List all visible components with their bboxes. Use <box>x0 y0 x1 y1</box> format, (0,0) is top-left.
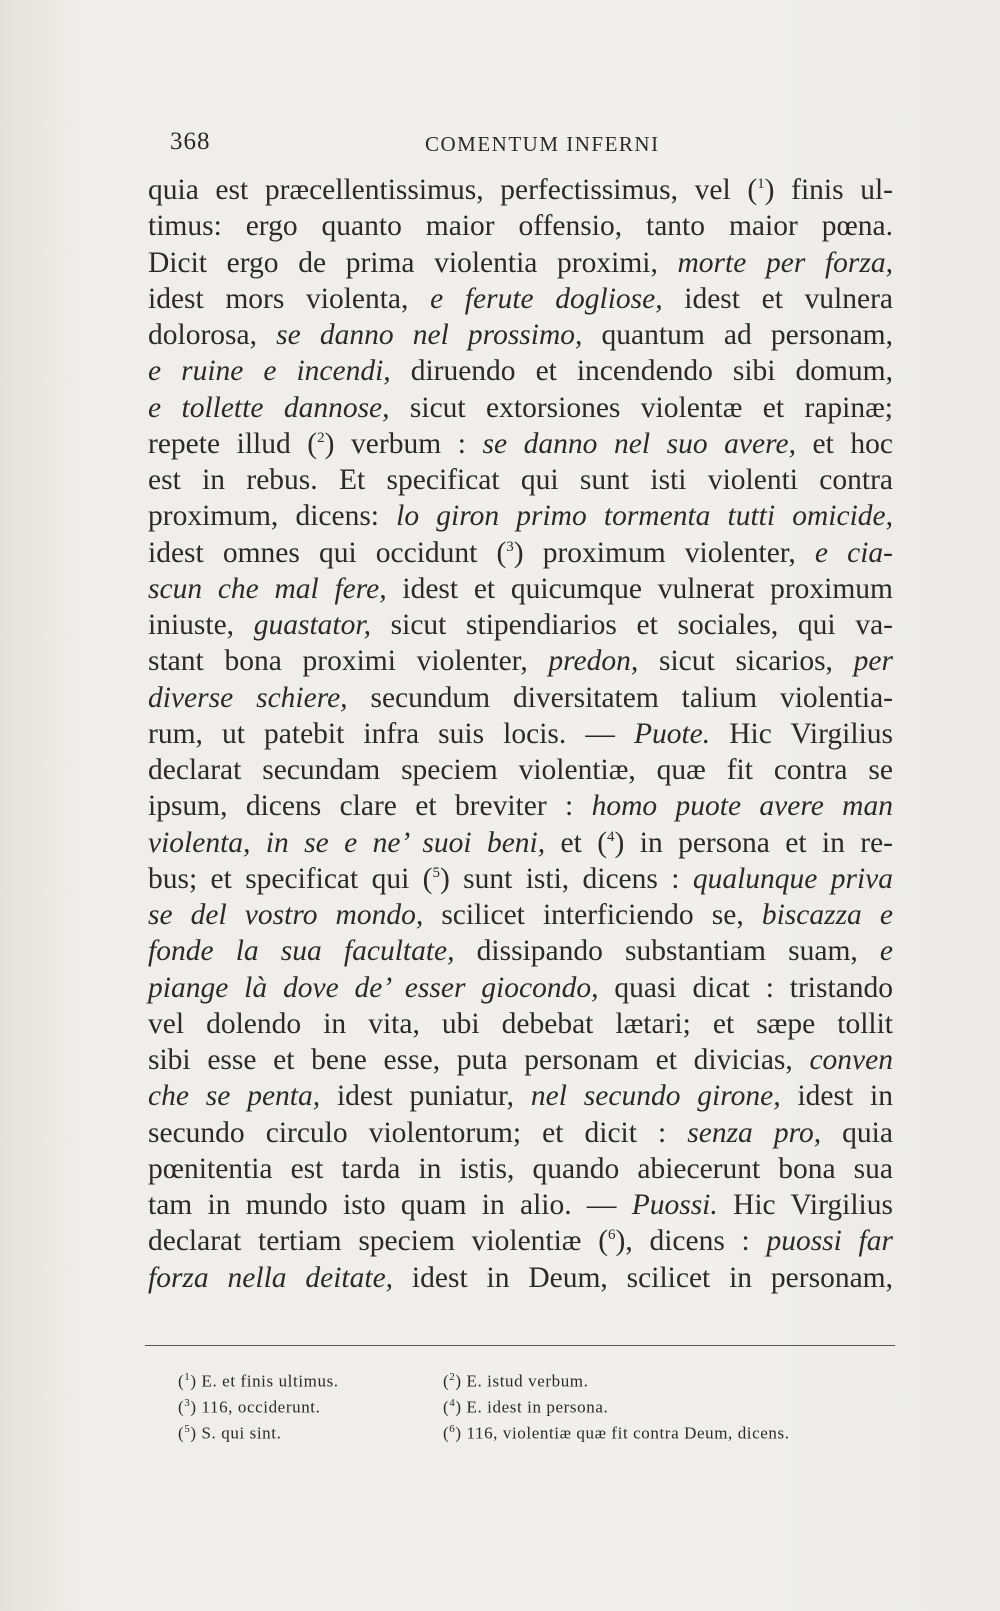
text-segment: diruendo et incendendo sibi domum, <box>390 355 893 388</box>
footnotes <box>178 1364 898 1444</box>
text-segment: dolorosa, <box>148 319 277 351</box>
text-line <box>148 752 893 788</box>
text-segment: et ( <box>545 826 608 859</box>
footnote-text: E. idest in persona. <box>466 1397 609 1417</box>
running-head: COMENTUM INFERNI <box>425 132 660 156</box>
text-line <box>148 825 893 861</box>
footnote: ($^4$) E. idest in persona. <box>443 1397 609 1417</box>
text-segment: sicut extorsiones violentæ et rapinæ; <box>389 391 893 424</box>
text-segment: repete illud ( <box>148 427 318 460</box>
text-segment: tam in mundo isto quam in alio. — <box>148 1189 632 1221</box>
text-line <box>148 1187 893 1223</box>
footnote-text: 116, violentiæ quæ fit contra Deum, dicens. <box>466 1423 790 1443</box>
italic-quotation: qualunque priva <box>692 862 893 895</box>
footnote-mark: 5 <box>184 1423 191 1435</box>
text-segment: secundo circulo violentorum; et dicit : <box>148 1116 688 1149</box>
footnote-text: S. qui sint. <box>201 1423 282 1443</box>
footnote-reference: 6 <box>608 1227 616 1244</box>
text-line <box>148 535 893 571</box>
footnote-text: 116, occiderunt. <box>201 1397 321 1417</box>
italic-quotation: e <box>879 935 894 968</box>
text-line <box>148 426 893 462</box>
text-segment: ) finis ul- <box>764 174 893 206</box>
italic-quotation: e ferute dogliose, <box>430 282 663 315</box>
text-line <box>148 643 893 679</box>
italic-quotation: fonde la sua facultate, <box>148 935 455 968</box>
text-segment: ) proximum violenter, <box>513 536 815 569</box>
italic-quotation: senza pro, <box>687 1116 822 1149</box>
text-line <box>148 1115 893 1151</box>
footnote-reference: 2 <box>317 429 325 446</box>
italic-quotation: puossi far <box>766 1225 893 1258</box>
text-segment: idest et vulnera <box>662 282 894 315</box>
text-segment: quia est præcellentissimus, perfectissimus, vel ( <box>148 174 758 206</box>
footnote-text: E. istud verbum. <box>466 1371 589 1391</box>
text-segment: dissipando substantiam suam, <box>454 935 880 968</box>
text-line <box>148 970 893 1006</box>
italic-quotation: morte per forza, <box>677 246 893 279</box>
text-line <box>148 281 893 317</box>
body-text <box>148 172 893 1296</box>
footnote-mark: 1 <box>184 1371 191 1383</box>
page-header <box>170 128 890 164</box>
text-line <box>148 607 893 643</box>
footnote-reference: 5 <box>432 864 440 881</box>
footnote-mark: 3 <box>184 1397 191 1409</box>
footnote-reference: 3 <box>506 538 514 555</box>
text-line <box>148 716 893 752</box>
text-segment: sicut stipendiarios et sociales, qui va- <box>370 609 893 641</box>
text-segment: bus; et specificat qui ( <box>148 862 433 895</box>
text-segment: rum, ut patebit infra suis locis. — <box>148 717 634 750</box>
text-line <box>148 498 893 534</box>
text-segment: quantum ad personam, <box>582 319 893 351</box>
footnote-rule <box>145 1345 895 1346</box>
text-segment: scilicet interficiendo se, <box>423 899 762 931</box>
text-segment: pœnitentia est tarda in istis, quando abiecerunt bona sua <box>148 1152 893 1185</box>
footnote: ($^1$) E. et finis ultimus. <box>178 1371 339 1391</box>
text-segment: declarat tertiam speciem violentiæ ( <box>148 1225 609 1258</box>
text-segment: sicut sicarios, <box>638 645 854 678</box>
italic-quotation: per <box>853 645 893 678</box>
text-segment: ipsum, dicens clare et breviter : <box>148 790 592 823</box>
text-line <box>148 172 893 208</box>
text-line <box>148 1078 893 1114</box>
text-line <box>148 353 893 389</box>
text-line <box>148 208 893 244</box>
text-segment: et hoc <box>795 427 893 460</box>
italic-quotation: violenta, in se e ne’ suoi beni, <box>148 826 546 859</box>
text-segment: idest puniatur, <box>320 1080 531 1113</box>
text-segment: idest et quicumque vulnerat proximum <box>386 572 894 605</box>
text-segment: est in rebus. Et specificat qui sunt isti violenti contra <box>148 464 893 496</box>
text-segment: ) sunt isti, dicens : <box>439 862 693 895</box>
text-segment: idest mors violenta, <box>148 282 431 315</box>
text-segment: quia <box>821 1116 893 1149</box>
italic-quotation: se danno nel suo avere, <box>482 427 796 460</box>
italic-quotation: nel secundo girone, <box>530 1080 781 1113</box>
footnote: ($^6$) 116, violentiæ quæ fit contra Deum, dicens. <box>443 1423 790 1443</box>
footnote: ($^2$) E. istud verbum. <box>443 1371 589 1391</box>
text-segment: declarat secundam speciem violentiæ, quæ fit contra se <box>148 754 893 786</box>
text-line <box>148 861 893 897</box>
text-segment: vel dolendo in vita, ubi debebat lætari; et sæpe tollit <box>148 1007 893 1040</box>
footnote-text: E. et finis ultimus. <box>201 1371 339 1391</box>
text-segment: idest in <box>780 1080 893 1113</box>
footnote-mark: 6 <box>449 1423 456 1435</box>
italic-quotation: forza nella deitate, <box>148 1261 394 1294</box>
text-line <box>148 788 893 824</box>
footnote: ($^5$) S. qui sint. <box>178 1423 282 1443</box>
italic-quotation: biscazza e <box>761 899 893 931</box>
text-segment: Dicit ergo de prima violentia proximi, <box>148 246 678 279</box>
text-line <box>148 1042 893 1078</box>
italic-quotation: e ruine e incendi, <box>148 355 391 388</box>
text-line <box>148 680 893 716</box>
text-line <box>148 462 893 498</box>
text-segment: idest omnes qui occidunt ( <box>148 536 507 569</box>
text-line <box>148 933 893 969</box>
text-segment: Hic Virgilius <box>710 717 893 750</box>
text-line <box>148 1260 893 1296</box>
italic-quotation: lo giron primo tormenta tutti omicide, <box>396 500 893 533</box>
text-segment: sibi esse et bene esse, puta personam et divicias, <box>148 1044 810 1076</box>
text-segment: ), dicens : <box>615 1225 767 1258</box>
italic-quotation: diverse schiere, <box>148 681 348 714</box>
text-segment: proximum, dicens: <box>148 500 397 533</box>
italic-quotation: che se penta, <box>148 1080 321 1113</box>
italic-quotation: Puote. <box>633 717 711 750</box>
footnote-reference: 1 <box>757 176 765 193</box>
text-segment: Hic Virgilius <box>717 1189 893 1221</box>
text-segment: idest in Deum, scilicet in personam, <box>393 1261 893 1294</box>
footnote-mark: 4 <box>449 1397 456 1409</box>
text-line <box>148 245 893 281</box>
text-line <box>148 1006 893 1042</box>
italic-quotation: homo puote avere man <box>591 790 893 823</box>
footnote-reference: 4 <box>607 828 615 845</box>
text-line <box>148 390 893 426</box>
text-line <box>148 1223 893 1259</box>
page-number: 368 <box>170 128 211 155</box>
text-line <box>148 317 893 353</box>
text-line <box>148 571 893 607</box>
text-segment: timus: ergo quanto maior offensio, tanto maior pœna. <box>148 210 893 243</box>
italic-quotation: se del vostro mondo, <box>148 899 424 931</box>
italic-quotation: se danno nel prossimo, <box>276 319 583 351</box>
text-segment: ) in persona et in re- <box>614 826 893 859</box>
text-segment: ) verbum : <box>324 427 483 460</box>
italic-quotation: Puossi. <box>631 1189 718 1221</box>
italic-quotation: piange là dove de’ esser giocondo, <box>148 971 599 1004</box>
italic-quotation: conven <box>809 1044 893 1076</box>
text-segment: stant bona proximi violenter, <box>148 645 549 678</box>
text-line <box>148 1151 893 1187</box>
footnote: ($^3$) 116, occiderunt. <box>178 1397 321 1417</box>
footnotes-left-column <box>178 1364 339 1442</box>
italic-quotation: guastator, <box>253 609 371 641</box>
footnote-mark: 2 <box>449 1371 456 1383</box>
text-segment: secundum diversitatem talium violentia- <box>347 681 894 714</box>
italic-quotation: e tollette dannose, <box>148 391 390 424</box>
italic-quotation: predon, <box>548 645 639 678</box>
text-segment: iniuste, <box>148 609 254 641</box>
italic-quotation: e cia- <box>814 536 893 569</box>
italic-quotation: scun che mal fere, <box>148 572 387 605</box>
footnotes-right-column <box>443 1364 790 1442</box>
text-segment: quasi dicat : tristando <box>598 971 894 1004</box>
text-line <box>148 897 893 933</box>
